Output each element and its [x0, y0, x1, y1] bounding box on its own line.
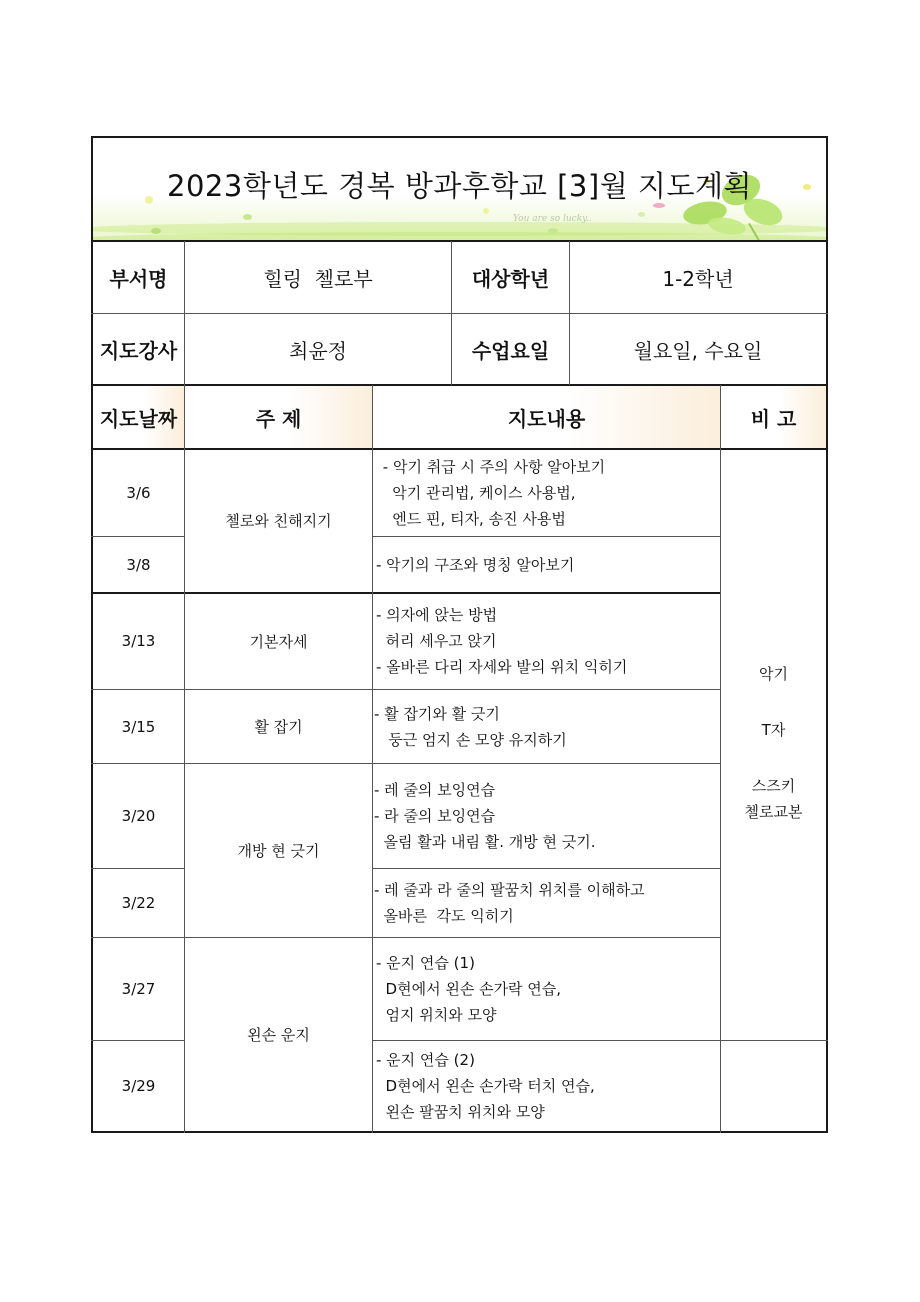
content-line: - 악기 취급 시 주의 사항 알아보기	[378, 457, 606, 476]
content-line: - 레 줄의 보잉연습	[374, 781, 496, 799]
date-cell: 3/6	[126, 483, 151, 502]
dept-value: 힐링 첼로부	[263, 267, 373, 291]
header-content: 지도내용	[373, 386, 720, 448]
banner-dot	[151, 228, 161, 234]
date-cell: 3/29	[121, 1077, 156, 1095]
grade-value: 1-2학년	[662, 267, 734, 291]
banner-lucky-text: You are so lucky..	[513, 214, 592, 224]
content-line: 둥근 엄지 손 모양 유지하기	[374, 730, 567, 749]
content-line: D현에서 왼손 손가락 연습,	[376, 980, 562, 998]
page-title: 2023학년도 경복 방과후학교 [3]월 지도계획	[167, 169, 752, 203]
header-topic: 주 제	[185, 386, 372, 448]
header-date: 지도날짜	[93, 386, 184, 448]
content-line: 올림 활과 내림 활. 개방 현 긋기.	[374, 833, 596, 851]
banner-dot	[548, 228, 558, 234]
topic-cell: 개방 현 긋기	[237, 842, 320, 860]
banner-dot	[638, 212, 645, 217]
content-line: - 레 줄과 라 줄의 팔꿈치 위치를 이해하고	[374, 881, 645, 899]
date-cell: 3/27	[121, 980, 156, 998]
dept-label: 부서명	[109, 267, 168, 291]
content-line: - 운지 연습 (2)	[376, 1051, 475, 1069]
title-banner	[93, 138, 826, 241]
content-line: - 라 줄의 보잉연습	[374, 807, 496, 825]
topic-cell: 기본자세	[249, 632, 308, 651]
topic-cell: 첼로와 친해지기	[225, 512, 332, 530]
note-text: 첼로교본	[744, 803, 803, 821]
teacher-label: 지도강사	[99, 338, 178, 363]
header-note: 비 고	[721, 386, 826, 448]
content-cell	[374, 869, 720, 937]
content-line: - 악기의 구조와 명칭 알아보기	[376, 555, 575, 574]
banner-dot	[483, 208, 489, 214]
teacher-value: 최윤정	[289, 338, 347, 363]
content-line: 엄지 위치와 모양	[376, 1006, 497, 1024]
date-cell: 3/20	[121, 807, 156, 825]
content-line: D현에서 왼손 손가락 터치 연습,	[376, 1077, 595, 1095]
banner-dot	[243, 214, 252, 220]
content-cell	[374, 690, 720, 763]
divider	[372, 385, 373, 1133]
date-cell: 3/15	[121, 717, 156, 736]
topic-cell: 활 잡기	[254, 718, 303, 736]
note-text: 스즈키	[751, 777, 796, 795]
note-cell-empty	[721, 1041, 826, 1131]
content-line: 올바른 각도 익히기	[374, 907, 514, 925]
content-cell	[374, 537, 720, 592]
date-cell: 3/8	[126, 555, 151, 574]
days-label: 수업요일	[471, 338, 550, 363]
content-line: 허리 세우고 앉기	[376, 632, 497, 650]
content-line: - 의자에 앉는 방법	[376, 606, 498, 624]
note-text: T자	[761, 721, 786, 739]
content-cell	[374, 938, 720, 1040]
content-cell	[374, 593, 720, 689]
content-cell	[374, 764, 720, 868]
days-value: 월요일, 수요일	[633, 338, 763, 363]
grade-label: 대상학년	[471, 267, 550, 291]
content-line: 왼손 팔꿈치 위치와 모양	[376, 1103, 545, 1121]
content-line: - 활 잡기와 활 긋기	[374, 704, 500, 723]
note-text: 악기	[759, 665, 788, 683]
content-line: - 운지 연습 (1)	[376, 954, 475, 972]
content-cell	[374, 1041, 720, 1131]
topic-cell: 왼손 운지	[247, 1026, 310, 1044]
note-cell	[721, 449, 826, 1040]
content-line: 악기 관리법, 케이스 사용법,	[378, 483, 576, 502]
content-cell	[374, 449, 720, 536]
date-cell: 3/13	[121, 632, 156, 650]
content-line: 엔드 핀, 티자, 송진 사용법	[378, 509, 566, 528]
content-line: - 올바른 다리 자세와 발의 위치 익히기	[376, 658, 628, 676]
date-cell: 3/22	[121, 894, 156, 912]
